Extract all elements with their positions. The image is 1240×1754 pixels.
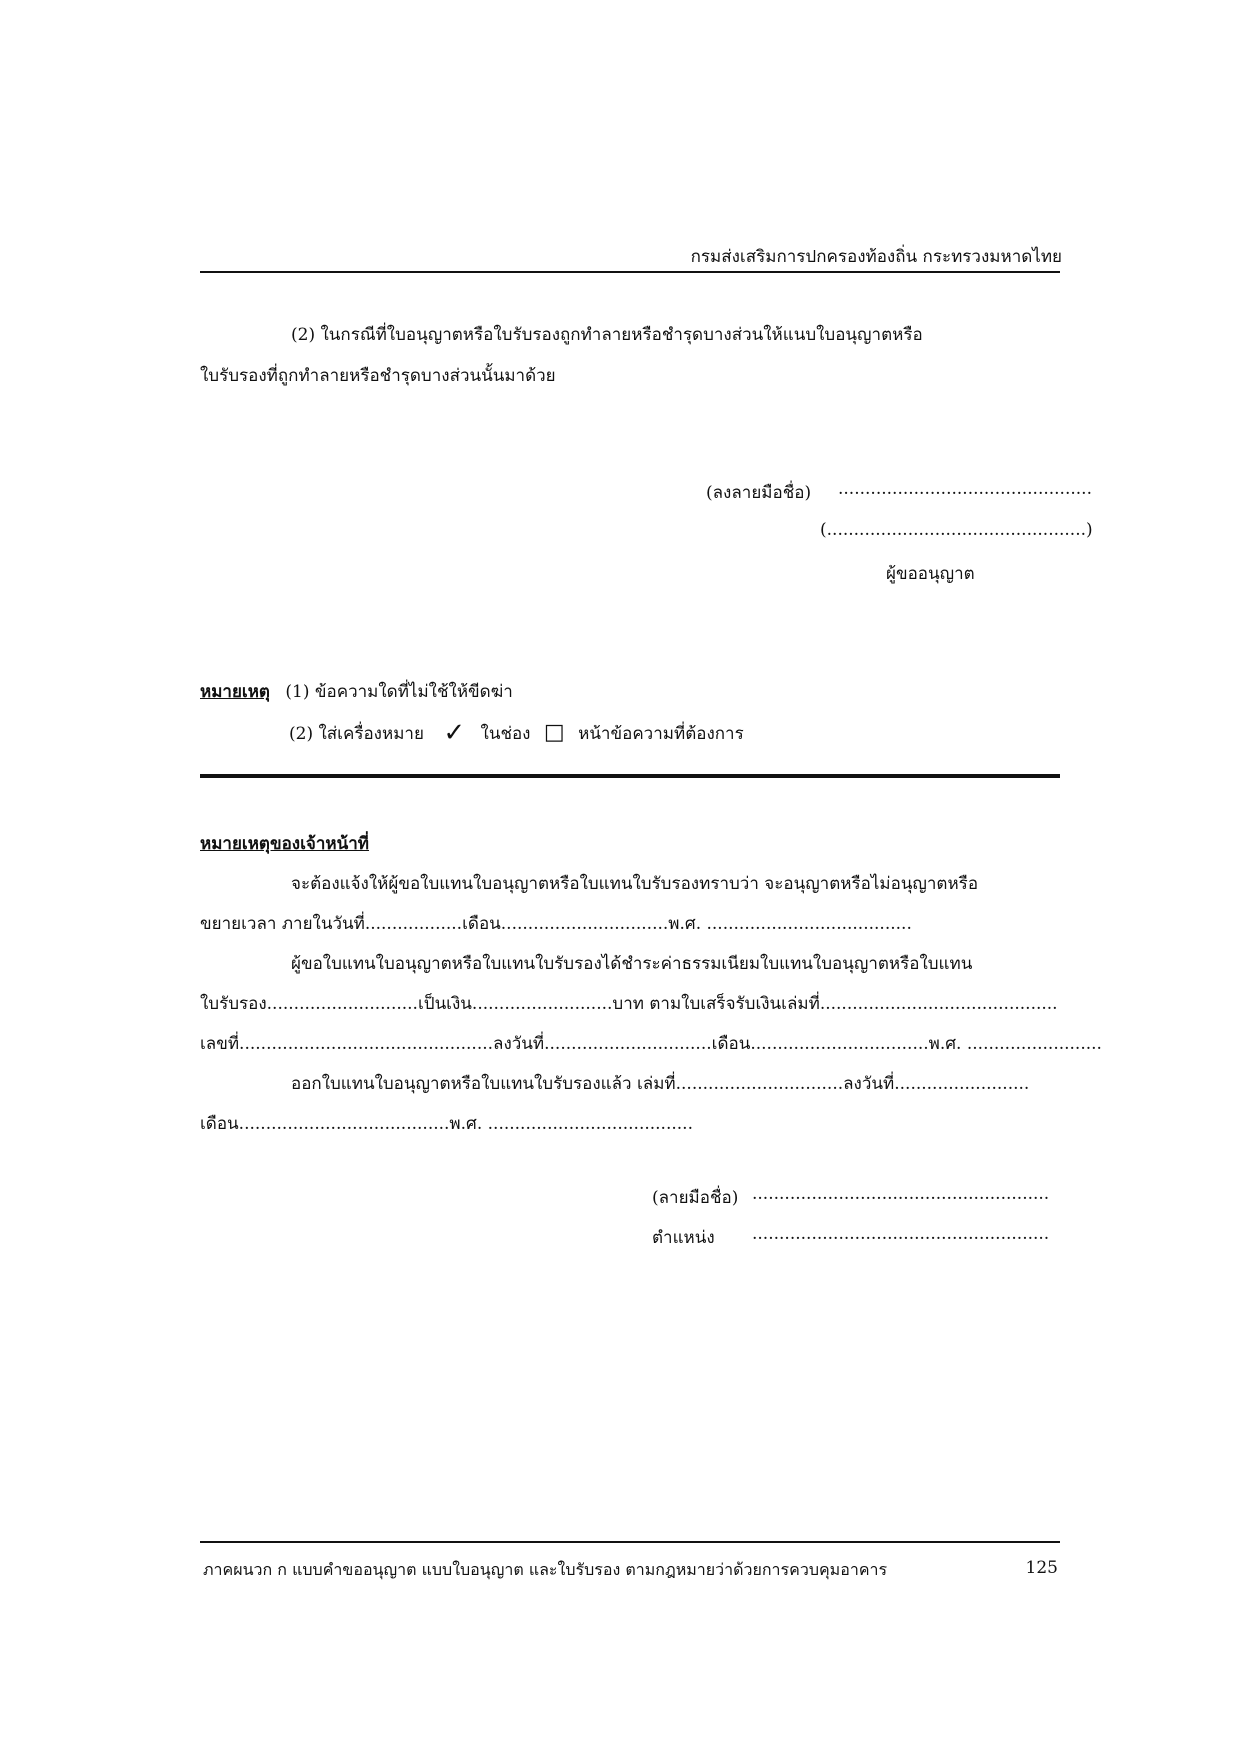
- clause-2-line-1: (2) ในกรณีที่ใบอนุญาตหรือใบรับรองถูกทำลายหรือชำรุดบางส่วนให้แนบใบอนุญาตหรือ: [291, 325, 923, 345]
- officer-notes-line-4: ใบรับรอง............................เป็นเงิน..........................บาท ตามใบเสร็จรับเงินเล่มที่............................................: [200, 994, 1058, 1014]
- officer-notes-line-5: เลขที่...............................................ลงวันที่...............................เดือน.................................พ.ศ. .........................: [200, 1034, 1102, 1054]
- officer-notes-heading: หมายเหตุของเจ้าหน้าที่: [200, 834, 370, 854]
- remarks-item-2-middle: ในช่อง: [480, 724, 531, 744]
- remarks-item-2: [289, 716, 744, 747]
- applicant-role: ผู้ขออนุญาต: [886, 564, 975, 584]
- remarks-block: [200, 678, 513, 705]
- officer-position-label: ตำแหน่ง: [652, 1228, 715, 1248]
- officer-sign-label: (ลายมือชื่อ): [652, 1188, 739, 1208]
- officer-notes-line-3: ผู้ขอใบแทนใบอนุญาตหรือใบแทนใบรับรองได้ชำระค่าธรรมเนียมใบแทนใบอนุญาตหรือใบแทน: [291, 954, 973, 974]
- footer-rule: [200, 1541, 1060, 1543]
- running-header: กรมส่งเสริมการปกครองท้องถิ่น กระทรวงมหาดไทย: [690, 247, 1062, 267]
- remarks-heading: หมายเหตุ: [200, 682, 270, 702]
- officer-notes-line-1: จะต้องแจ้งให้ผู้ขอใบแทนใบอนุญาตหรือใบแทนใบรับรองทราบว่า จะอนุญาตหรือไม่อนุญาตหรือ: [291, 874, 979, 894]
- officer-notes-line-6: ออกใบแทนใบอนุญาตหรือใบแทนใบรับรองแล้ว เล่มที่...............................ลงวันที่.........................: [291, 1074, 1030, 1094]
- footer-text: ภาคผนวก ก แบบคำขออนุญาต แบบใบอนุญาต และใบรับรอง ตามกฎหมายว่าด้วยการควบคุมอาคาร: [203, 1560, 888, 1579]
- officer-notes-line-2: ขยายเวลา ภายในวันที่..................เดือน...............................พ.ศ. ......................................: [200, 914, 912, 934]
- officer-position-line: .......................................................: [752, 1224, 1050, 1244]
- remarks-item-2-prefix: (2) ใส่เครื่องหมาย: [289, 724, 424, 744]
- clause-2-line-2: ใบรับรองที่ถูกทำลายหรือชำรุดบางส่วนนั้นมาด้วย: [200, 366, 556, 386]
- officer-notes-line-7: เดือน.......................................พ.ศ. ......................................: [200, 1114, 693, 1134]
- page-number: 125: [1025, 1558, 1058, 1578]
- header-rule: [200, 271, 1060, 273]
- applicant-name-line: (................................................): [820, 520, 1093, 540]
- checkbox-icon: □: [543, 720, 565, 745]
- officer-sign-line: .......................................................: [752, 1184, 1050, 1204]
- applicant-sign-label: (ลงลายมือชื่อ): [706, 483, 812, 503]
- remarks-item-2-suffix: หน้าข้อความที่ต้องการ: [578, 724, 744, 744]
- section-divider: [200, 774, 1060, 778]
- remarks-item-1: (1) ข้อความใดที่ไม่ใช้ให้ขีดฆ่า: [285, 682, 513, 702]
- check-mark-icon: ✓: [443, 718, 466, 748]
- applicant-sign-line: ...............................................: [838, 479, 1092, 499]
